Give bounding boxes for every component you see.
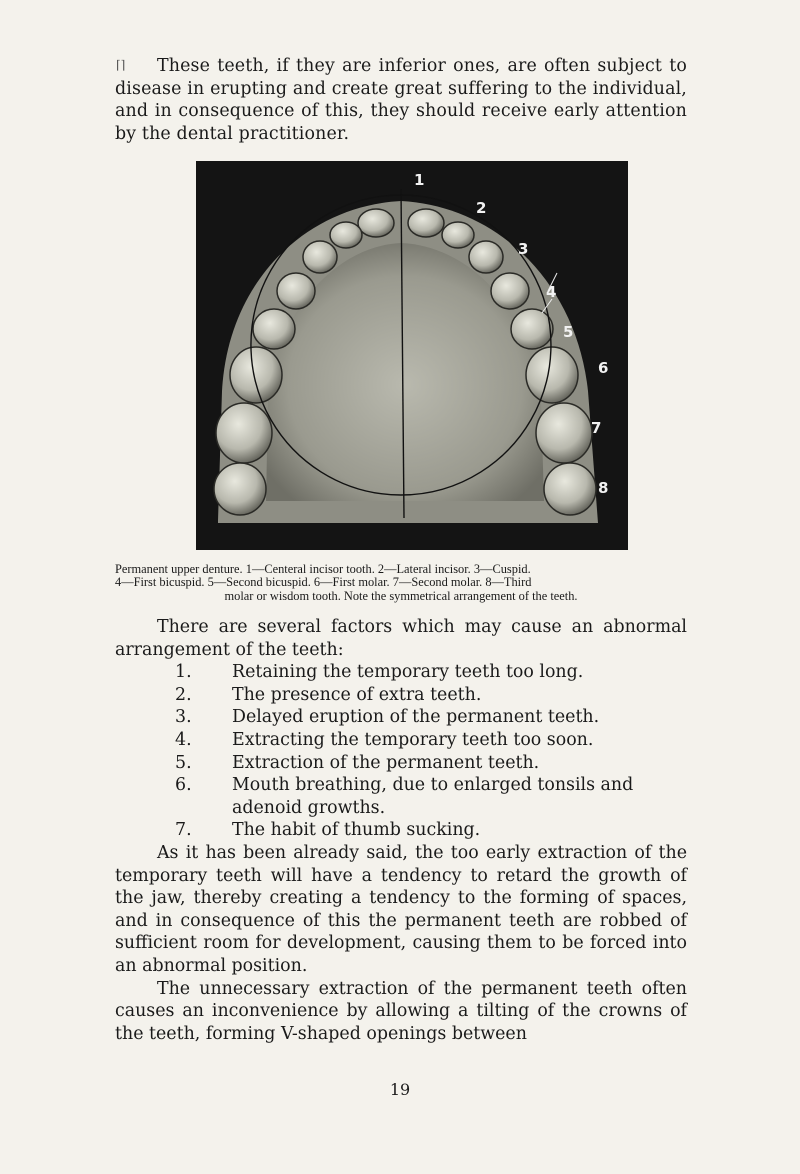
list-item: 6. Mouth breathing, due to enlarged tonsils and adenoid growths. [175,775,634,818]
label-6: 6 [598,359,609,377]
main-text [115,616,687,1045]
label-4: 4 [546,283,557,301]
caption-line-2: 4—First bicuspid. 5—Second bicuspid. 6—First molar. 7—Second molar. 8—Third [115,575,532,590]
page-number: 19 [389,1080,411,1099]
intro-paragraph: These teeth, if they are inferior ones, are often subject to disease in erupting and create great suffering to the individual, and in consequence of this, they should receive early attention by the dental practitioner. [115,56,687,144]
caption-line-3: molar or wisdom tooth. Note the symmetrical arrangement of the teeth. [224,588,578,603]
factors-intro: There are several factors which may cause an abnormal arrangement of the teeth: [115,617,687,660]
label-5: 5 [563,323,574,341]
paragraph-extraction-effects: As it has been already said, the too early extraction of the temporary teeth will have a tendency to retard the growth of the jaw, thereby creating a tendency to the forming of spaces, and in consequence of this the permanent teeth are robbed of sufficient room for development, causing them to be forced into an abnormal position. [115,842,687,976]
label-3: 3 [518,240,529,258]
paragraph-unnecessary-extraction: The unnecessary extraction of the permanent teeth often causes an inconvenience by allowing a tilting of the crowns of the teeth, forming V-shaped openings between [115,978,687,1044]
corner-mark: ⌈⌉ [116,58,126,72]
label-7: 7 [591,419,602,437]
figure-caption [115,563,687,603]
list-item: 5. Extraction of the permanent teeth. [175,752,540,773]
factors-list [115,661,687,842]
label-1: 1 [414,171,425,189]
list-item: 4. Extracting the temporary teeth too soon. [175,729,594,750]
list-item: 1. Retaining the temporary teeth too long. [175,662,584,683]
label-8: 8 [598,479,609,497]
upper-denture-illustration [196,161,628,550]
list-item: 2. The presence of extra teeth. [175,684,482,705]
list-item: 3. Delayed eruption of the permanent teeth. [175,707,600,728]
label-2: 2 [476,199,487,217]
caption-line-1: Permanent upper denture. 1—Centeral incisor tooth. 2—Lateral incisor. 3—Cuspid. [115,562,531,576]
list-item: 7. The habit of thumb sucking. [175,820,481,841]
dental-arch-photo [196,161,628,550]
